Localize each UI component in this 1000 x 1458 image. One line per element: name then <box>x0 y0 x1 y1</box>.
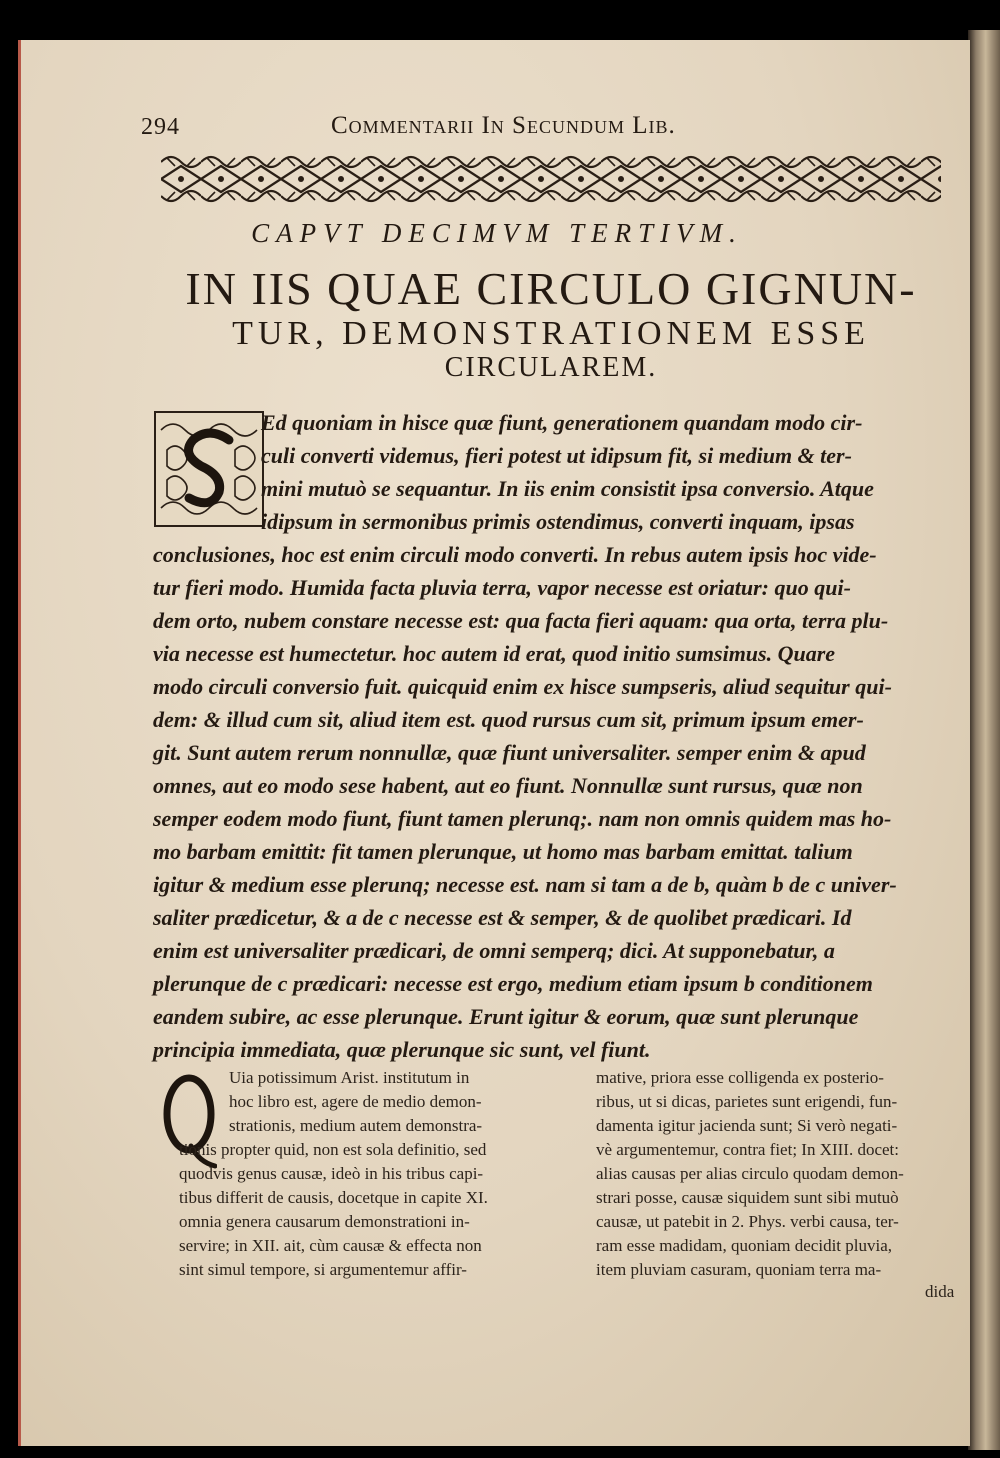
commentary-line: hoc libro est, agere de medio demon- <box>229 1092 482 1111</box>
text-line: dem orto, nubem constare necesse est: qua facta fieri aquam: qua orta, terra plu- <box>153 608 889 633</box>
text-line: conclusiones, hoc est enim circuli modo converti. In rebus autem ipsis hoc vide- <box>153 542 877 567</box>
text-line: modo circuli conversio fuit. quicquid enim ex hisce sumpseris, aliud sequitur qui- <box>153 674 892 699</box>
commentary-line: strationis, medium autem demonstra- <box>229 1116 483 1135</box>
chapter-title-line-1: IN IIS QUAE CIRCULO GIGNUN- <box>185 263 917 314</box>
commentary-line: mative, priora esse colligenda ex posterio- <box>596 1068 884 1087</box>
commentary-line: sint simul tempore, si argumentemur affir- <box>179 1260 467 1279</box>
book-page <box>18 40 970 1446</box>
commentary-line: quodvis genus causæ, ideò in his tribus capi- <box>179 1164 484 1183</box>
chapter-title-line-3: CIRCULAREM. <box>444 352 658 383</box>
commentary-line: Uia potissimum Arist. institutum in <box>229 1068 470 1087</box>
text-line: via necesse est humectetur. hoc autem id erat, quod initio sumsimus. Quare <box>153 641 836 666</box>
commentary-line: omnia genera causarum demonstrationi in- <box>179 1212 470 1231</box>
commentary-line: ram esse madidam, quoniam decidit pluvia, <box>596 1236 893 1255</box>
commentary-line: tibus differit de causis, docetque in capite XI. <box>179 1188 488 1207</box>
text-line: mo barbam emittit: fit tamen plerunque, ut homo mas barbam emittat. talium <box>153 839 853 864</box>
text-line: mini mutuò se sequantur. In iis enim consistit ipsa conversio. Atque <box>261 476 874 501</box>
chapter-title-line-2: TUR, DEMONSTRATIONEM ESSE <box>232 315 870 352</box>
text-line: Ed quoniam in hisce quæ fiunt, generationem quandam modo cir- <box>261 410 863 435</box>
commentary-line: tionis propter quid, non est sola definitio, sed <box>179 1140 487 1159</box>
commentary-line: ribus, ut si dicas, parietes sunt erigendi, fun- <box>596 1092 898 1111</box>
text-line: principia immediata, quæ plerunque sic sunt, vel fiunt. <box>153 1037 651 1062</box>
text-line: culi converti videmus, fieri potest ut idipsum fit, si medium & ter- <box>261 443 852 468</box>
text-line: omnes, aut eo modo sese habent, aut eo fiunt. Nonnullæ sunt rursus, quæ non <box>153 773 863 798</box>
commentary-line: vè argumentemur, contra fiet; In XIII. docet: <box>596 1140 899 1159</box>
commentary-line: strari posse, causæ siquidem sunt sibi mutuò <box>596 1188 899 1207</box>
text-line: git. Sunt autem rerum nonnullæ, quæ fiunt universaliter. semper enim & apud <box>153 740 866 765</box>
text-line: tur fieri modo. Humida facta pluvia terra, vapor necesse est oriatur: quo qui- <box>153 575 851 600</box>
text-line: semper eodem modo fiunt, fiunt tamen plerunq;. nam non omnis quidem mas ho- <box>153 806 892 831</box>
chapter-number: CAPVT DECIMVM TERTIVM. <box>251 218 743 248</box>
text-line: enim est universaliter prædicari, de omni semperq; dici. At supponebatur, a <box>153 938 835 963</box>
commentary-line: alias causas per alias circulo quodam demon- <box>596 1164 904 1183</box>
text-line: dem: & illud cum sit, aliud item est. quod rursus cum sit, primum ipsum emer- <box>153 707 864 732</box>
page-number: 294 <box>141 114 180 140</box>
text-line: igitur & medium esse plerunq; necesse est. nam si tam a de b, quàm b de c univer- <box>153 872 897 897</box>
decorated-initial-s <box>153 410 265 528</box>
commentary-line: servire; in XII. ait, cùm causæ & effecta non <box>179 1236 482 1255</box>
commentary-line: causæ, ut patebit in 2. Phys. verbi causa, ter- <box>596 1212 899 1231</box>
commentary-line: item pluviam casuram, quoniam terra ma- <box>596 1260 882 1279</box>
text-line: saliter prædicetur, & a de c necesse est & semper, & de quolibet prædicari. Id <box>153 905 852 930</box>
text-line: plerunque de c prædicari: necesse est ergo, medium etiam ipsum b conditionem <box>153 971 873 996</box>
commentary-line: dida <box>925 1282 955 1301</box>
commentary-line: damenta igitur jacienda sunt; Si verò negati- <box>596 1116 898 1135</box>
text-line: eandem subire, ac esse plerunque. Erunt igitur & eorum, quæ sunt plerunque <box>153 1004 859 1029</box>
running-head: Commentarii In Secundum Lib. <box>331 112 676 139</box>
ornamental-band <box>161 152 941 206</box>
page-header <box>21 104 973 144</box>
text-line: idipsum in sermonibus primis ostendimus, converti inquam, ipsas <box>261 509 855 534</box>
